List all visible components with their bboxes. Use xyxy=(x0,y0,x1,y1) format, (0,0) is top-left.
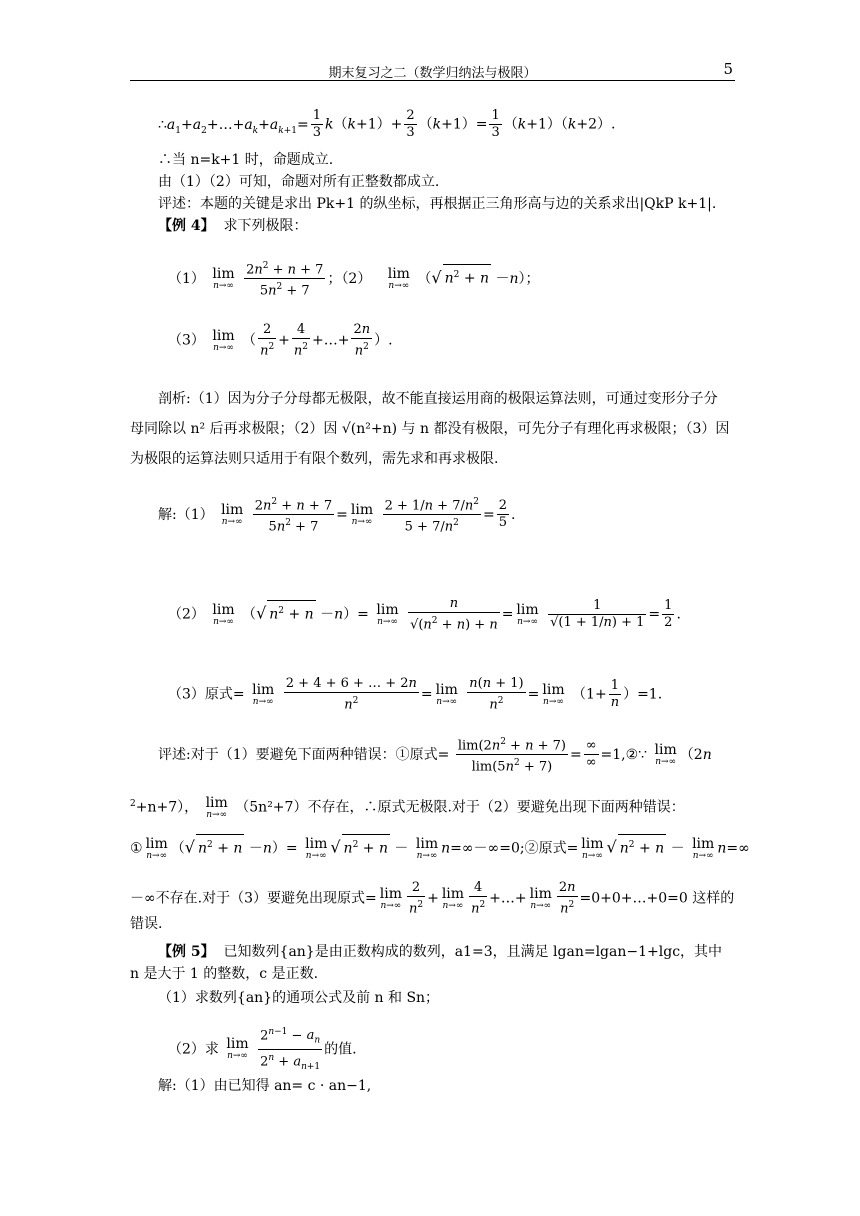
comment-4: －∞不存在.对于（3）要避免出现原式= lim n→∞ $\frac{2}{n^2}$ + lim n→∞ $\frac{4}{n^2}$ +…+ lim n→∞ $\frac{2n}{n^2}$ =0+0+…+0=0 这样的 xyxy=(130,880,735,917)
page-number: 5 xyxy=(723,60,733,78)
solution-3: （3）原式= lim n→∞ $\frac{2 + 4 + 6 + \dots + 2n}{n^2}$ = lim n→∞ $\frac{n(n + 1)}{n^2}$ = lim n→∞ （1+ $\frac{1}{n}$ ）=1. xyxy=(168,676,663,713)
example-5-line-2: n 是大于 1 的整数，c 是正数. xyxy=(130,966,319,982)
header-title: 期末复习之二（数学归纳法与极限） xyxy=(328,66,537,81)
example-5-solution: 解:（1）由已知得 an= c · an−1, xyxy=(158,1078,372,1094)
solution-1: 解:（1） lim n→∞ $\frac{2n^2 + n + 7}{5n^2 + 7}$ = lim n→∞ $\frac{2 + 1/n + 7/n^2}{5 + 7/n^2}$ = $\frac{2}{5}$ . xyxy=(158,494,515,536)
example-4-heading: 【例 4】 求下列极限： xyxy=(158,218,308,234)
sum-formula-line: $\therefore a_1+a_2+\dots+a_k+a_{k+1}=$ $\frac{1}{3}$ k（k+1）+ $\frac{2}{3}$ （k+1）= $\frac{1}{3}$ （k+1）（k+2）. xyxy=(158,108,616,140)
example-5-heading: 【例 5】 已知数列{an}是由正数构成的数列，a1=3，且满足 lgan=lgan−1+lgc，其中 xyxy=(158,944,723,960)
page-header xyxy=(130,60,735,81)
comment-5: 错误. xyxy=(130,916,163,932)
comment-line: 评述：本题的关键是求出 Pk+1 的纵坐标，再根据正三角形高与边的关系求出|QkP k+1|. xyxy=(158,196,717,212)
solution-2: （2） lim n→∞ （√ $n^2 + n -n)=$ lim n→∞ $\frac{n}{√(n^2 + n) + n}$ = lim n→∞ $\frac{1}{√(1 + 1/n) + 1}$ = $\frac{1}{2}$ . xyxy=(168,596,681,633)
conclusion-line-2: 由（1）（2）可知，命题对所有正整数都成立. xyxy=(158,174,440,190)
comment-2: $^2$+n+7）， lim n→∞ （5n²+7）不存在，∴原式无极限.对于（2）要避免出现下面两种错误： xyxy=(130,794,685,820)
example-4-problems-1-2: （1） lim n→∞ $\frac{2n^2 + n + 7}{5n^2 + 7}$ ；（2） lim n→∞ （√ $n^2 + n -n$）； xyxy=(168,258,540,300)
conclusion-line-1: ∴当 n=k+1 时，命题成立. xyxy=(158,152,334,168)
comment-1: 评述:对于（1）要避免下面两种错误：①原式= $\frac{\lim(2n^2 + n + 7)}{\lim(5n^2 + 7)}$ = $\frac{\infty}{\infty}$ =1,②∵ lim n→∞ （2n xyxy=(158,734,712,776)
example-4-problem-3: （3） lim n→∞ （ $\frac{2}{n^2}$ + $\frac{4}{n^2}$ +…+ $\frac{2n}{n^2}$ ）. xyxy=(168,322,393,359)
analysis-paragraph: 剖析:（1）因为分子分母都无极限，故不能直接运用商的极限运算法则，可通过变形分子分母同除以 n² 后再求极限；（2）因 √(n²+n) 与 n 都没有极限，可先分子有理化再求极限；（3）因为极限的运算法则只适用于有限个数列，需先求和再求极限. xyxy=(130,391,730,467)
comment-3: ① lim n→∞ （√ $n^2 + n -n)=$ lim n→∞ √ $n^2 + n$ － lim n→∞ n=∞－∞=0;②原式= lim n→∞ √ $n^2 + n$ － lim n→∞ n=∞ xyxy=(130,835,750,861)
example-5-question-1: （1）求数列{an}的通项公式及前 n 和 Sn； xyxy=(158,990,440,1006)
example-5-question-2: （2）求 lim n→∞ $\frac{2^{n-1} - a_n}{2^n + a_{n+1}}$ 的值. xyxy=(168,1024,357,1075)
